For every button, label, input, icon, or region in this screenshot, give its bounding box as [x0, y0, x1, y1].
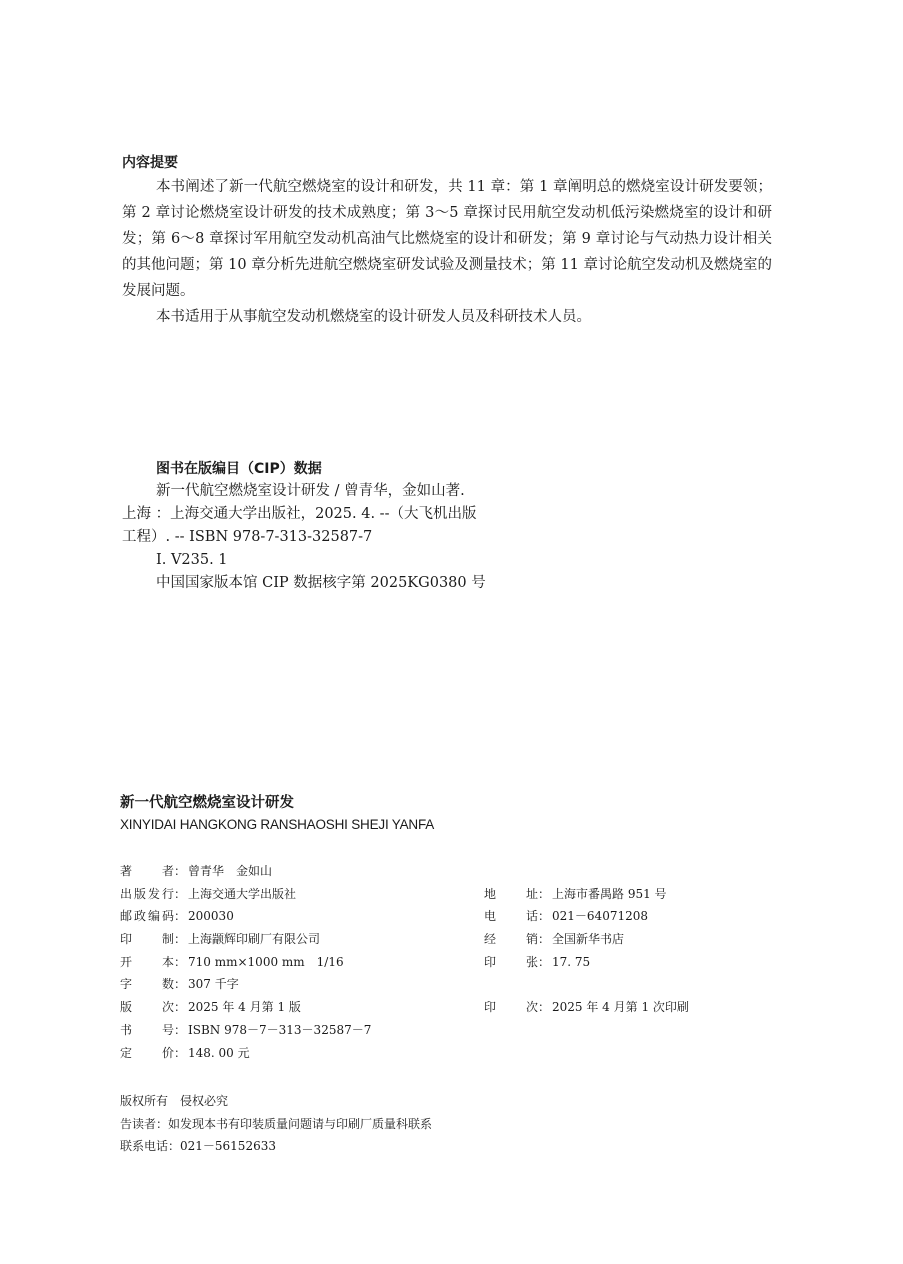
summary-paragraph: 本书阐述了新一代航空燃烧室的设计和研发，共 11 章：第 1 章阐明总的燃烧室设计研发要领；第 2 章讨论燃烧室设计研发的技术成熟度；第 3～5 章探讨民用航空发动机低污染燃烧室的设计和研发；第 6～8 章探讨军用航空发动机高油气比燃烧室的设计和研发；第 9 章讨论与气动热力设计相关的其他问题；第 10 章分析先进航空燃烧室研发试验及测量技术；第 11 章讨论航空发动机及燃烧室的发展问题。	[122, 179, 772, 299]
info-value: ISBN 978－7－313－32587－7	[188, 1022, 372, 1037]
info-row: 版 次： 2025 年 4 月第 1 版 印 次： 2025 年 4 月第 1 次印刷	[120, 996, 820, 1019]
info-value: 上海市番禺路 951 号	[552, 886, 667, 901]
content-summary	[122, 152, 772, 330]
info-label: 定 价	[120, 1045, 174, 1060]
info-label: 印 制	[120, 932, 174, 947]
info-label: 版 次	[120, 1000, 174, 1015]
info-value: 307 千字	[188, 977, 239, 992]
info-label: 印 张	[484, 954, 538, 969]
info-value: 710 mm×1000 mm 1/16	[188, 954, 344, 969]
info-label: 电 话	[484, 909, 538, 924]
info-label: 开 本	[120, 954, 174, 969]
info-value: 200030	[188, 909, 234, 924]
info-label: 书 号	[120, 1022, 174, 1037]
info-label: 印 次	[484, 1000, 538, 1015]
book-title-cn: 新一代航空燃烧室设计研发	[120, 795, 294, 811]
cip-line: 上海 ：上海交通大学出版社，2025. 4. --（大飞机出版	[122, 506, 477, 522]
cip-data	[122, 458, 762, 595]
info-value: 148. 00 元	[188, 1045, 250, 1060]
publication-info	[120, 860, 820, 1064]
info-value: 全国新华书店	[552, 932, 625, 947]
info-label: 字 数	[120, 977, 174, 992]
summary-heading: 内容提要	[122, 155, 178, 171]
info-row: 字 数： 307 千字	[120, 973, 820, 996]
info-row: 书 号： ISBN 978－7－313－32587－7	[120, 1019, 820, 1042]
info-label: 经 销	[484, 932, 538, 947]
info-row: 邮政编码： 200030 电 话： 021－64071208	[120, 905, 820, 928]
cip-line: 新一代航空燃烧室设计研发 / 曾青华，金如山著.	[156, 483, 465, 499]
info-value: 17. 75	[552, 954, 591, 969]
info-value: 上海颛辉印刷厂有限公司	[188, 932, 321, 947]
info-label: 出版发行	[120, 886, 174, 901]
info-label: 地 址	[484, 886, 538, 901]
info-value: 021－64071208	[552, 909, 648, 924]
info-row: 定 价： 148. 00 元	[120, 1042, 820, 1065]
reader-notice: 告读者：如发现本书有印装质量问题请与印刷厂质量科联系	[120, 1116, 433, 1131]
info-label: 著 者	[120, 864, 174, 878]
info-label: 邮政编码	[120, 909, 174, 924]
info-row: 出版发行： 上海交通大学出版社 地 址： 上海市番禺路 951 号	[120, 883, 820, 906]
info-value: 曾青华 金如山	[188, 864, 273, 878]
copyright-notice	[120, 1090, 432, 1158]
cip-record-number: 中国国家版本馆 CIP 数据核字第 2025KG0380 号	[156, 575, 486, 591]
info-row: 开 本： 710 mm×1000 mm 1/16 印 张： 17. 75	[120, 951, 820, 974]
info-value: 上海交通大学出版社	[188, 886, 297, 901]
colophon	[120, 792, 820, 1064]
rights-statement: 版权所有 侵权必究	[120, 1094, 229, 1108]
summary-audience: 本书适用于从事航空发动机燃烧室的设计研发人员及科研技术人员。	[156, 309, 591, 325]
book-title-en: XINYIDAI HANGKONG RANSHAOSHI SHEJI YANFA	[120, 817, 435, 832]
cip-line: 工程）. -- ISBN 978-7-313-32587-7	[122, 529, 373, 545]
info-row: 著 者： 曾青华 金如山	[120, 860, 820, 883]
info-value: 2025 年 4 月第 1 次印刷	[552, 1000, 689, 1015]
cip-title: 图书在版编目（CIP）数据	[156, 461, 322, 477]
info-value: 2025 年 4 月第 1 版	[188, 1000, 301, 1015]
cip-classification: Ⅰ. V235. 1	[156, 552, 228, 568]
info-row: 印 制： 上海颛辉印刷厂有限公司 经 销： 全国新华书店	[120, 928, 820, 951]
contact-phone: 联系电话：021－56152633	[120, 1139, 276, 1154]
